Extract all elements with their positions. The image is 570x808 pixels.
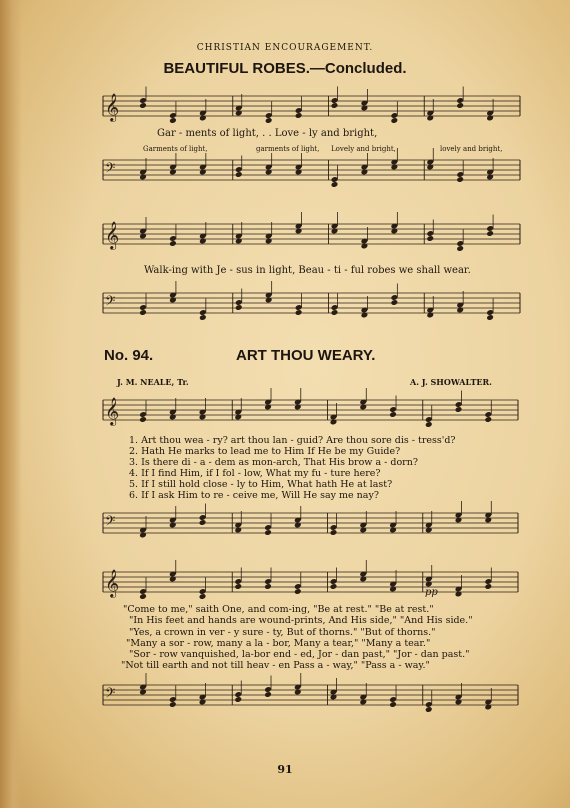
note-head xyxy=(139,593,147,600)
refrain-line: "Not till earth and not till heav - en Pass a - way," "Pass a - way." xyxy=(121,660,430,671)
refrain-line: "Sor - row vanquished, la-bor end - ed, Jor - dan past," "Jor - dan past." xyxy=(129,649,470,660)
treble-clef: 𝄞 xyxy=(105,93,120,121)
note-head xyxy=(235,171,243,178)
hymn-number: No. 94. xyxy=(104,347,154,364)
note-head xyxy=(484,583,492,590)
note-head xyxy=(486,314,494,321)
note-head xyxy=(199,314,207,321)
dynamic-marking: pp xyxy=(425,587,438,598)
running-header: CHRISTIAN ENCOURAGEMENT. xyxy=(196,43,374,53)
note-head xyxy=(139,102,147,109)
note-head xyxy=(330,529,338,536)
echo-lyric-1: Garments of light, xyxy=(143,145,208,153)
bass-clef: 𝄢 xyxy=(105,293,116,312)
note-head xyxy=(456,176,464,183)
note-head xyxy=(389,411,397,418)
hymn-title: ART THOU WEARY. xyxy=(236,347,376,364)
note-head xyxy=(235,304,243,311)
note-head xyxy=(391,299,399,306)
note-head xyxy=(295,309,303,316)
note-head xyxy=(331,181,339,188)
note-head xyxy=(455,406,463,413)
note-head xyxy=(139,416,147,423)
verse-line: 3. Is there di - a - dem as mon-arch, That His brow a - dorn? xyxy=(129,457,418,468)
verse-line: 2. Hath He marks to lead me to Him If He be my Guide? xyxy=(129,446,401,457)
note-head xyxy=(264,691,272,698)
refrain-line: "Yes, a crown in ver - y sure - ty, But of thorns." "But of thorns." xyxy=(129,627,436,638)
note-head xyxy=(295,112,303,119)
note-head xyxy=(425,421,433,428)
lyric-line-2: Walk-ing with Je - sus in light, Beau - ti - ful robes we shall wear. xyxy=(144,265,471,276)
words-credit: J. M. NEALE, Tr. xyxy=(117,377,189,387)
treble-clef: 𝄞 xyxy=(105,569,120,597)
note-head xyxy=(331,102,339,109)
lyric-line-1: Gar - ments of light, . . Love - ly and bright, xyxy=(157,128,378,139)
treble-clef: 𝄞 xyxy=(105,397,120,425)
hymn-title-continued: BEAUTIFUL ROBES.—Concluded. xyxy=(163,60,407,77)
verse-line: 6. If I ask Him to re - ceive me, Will He say me nay? xyxy=(129,490,379,501)
note-head xyxy=(294,588,302,595)
treble-clef: 𝄞 xyxy=(105,221,120,249)
note-head xyxy=(425,706,433,713)
note-head xyxy=(486,230,494,237)
note-head xyxy=(265,117,273,124)
page-number: 91 xyxy=(277,763,293,776)
bass-clef: 𝄢 xyxy=(105,685,116,704)
note-head xyxy=(199,593,207,600)
echo-lyric-3: Lovely and bright, xyxy=(331,145,396,153)
verse-line: 5. If I still hold close - ly to Him, What hath He at last? xyxy=(129,479,393,490)
refrain-line: "Come to me," saith One, and com-ing, "Be at rest." "Be at rest." xyxy=(123,604,434,615)
note-head xyxy=(389,701,397,708)
bass-clef: 𝄢 xyxy=(105,513,116,532)
note-head xyxy=(169,240,177,247)
note-head xyxy=(234,583,242,590)
music-credit: A. J. SHOWALTER. xyxy=(410,377,492,387)
verse-line: 4. If I find Him, if I fol - low, What my fu - ture here? xyxy=(129,468,381,479)
refrain-line: "In His feet and hands are wound-prints, And His side," "And His side." xyxy=(129,615,473,626)
note-head xyxy=(264,583,272,590)
note-head xyxy=(169,117,177,124)
note-head xyxy=(264,529,272,536)
refrain-line: "Many a sor - row, many a la - bor, Many a tear," "Many a tear." xyxy=(126,638,431,649)
echo-lyric-2: garments of light, xyxy=(256,145,320,153)
bass-clef: 𝄢 xyxy=(105,160,116,179)
note-head xyxy=(199,519,207,526)
note-head xyxy=(169,701,177,708)
note-head xyxy=(484,416,492,423)
note-head xyxy=(391,117,399,124)
note-head xyxy=(456,102,464,109)
note-head xyxy=(330,583,338,590)
note-head xyxy=(426,235,434,242)
note-head xyxy=(456,245,464,252)
note-head xyxy=(139,309,147,316)
note-head xyxy=(331,309,339,316)
note-head xyxy=(234,696,242,703)
verse-line: 1. Art thou wea - ry? art thou lan - guid? Are thou sore dis - tress'd? xyxy=(129,435,456,446)
echo-lyric-4: lovely and bright, xyxy=(440,145,503,153)
